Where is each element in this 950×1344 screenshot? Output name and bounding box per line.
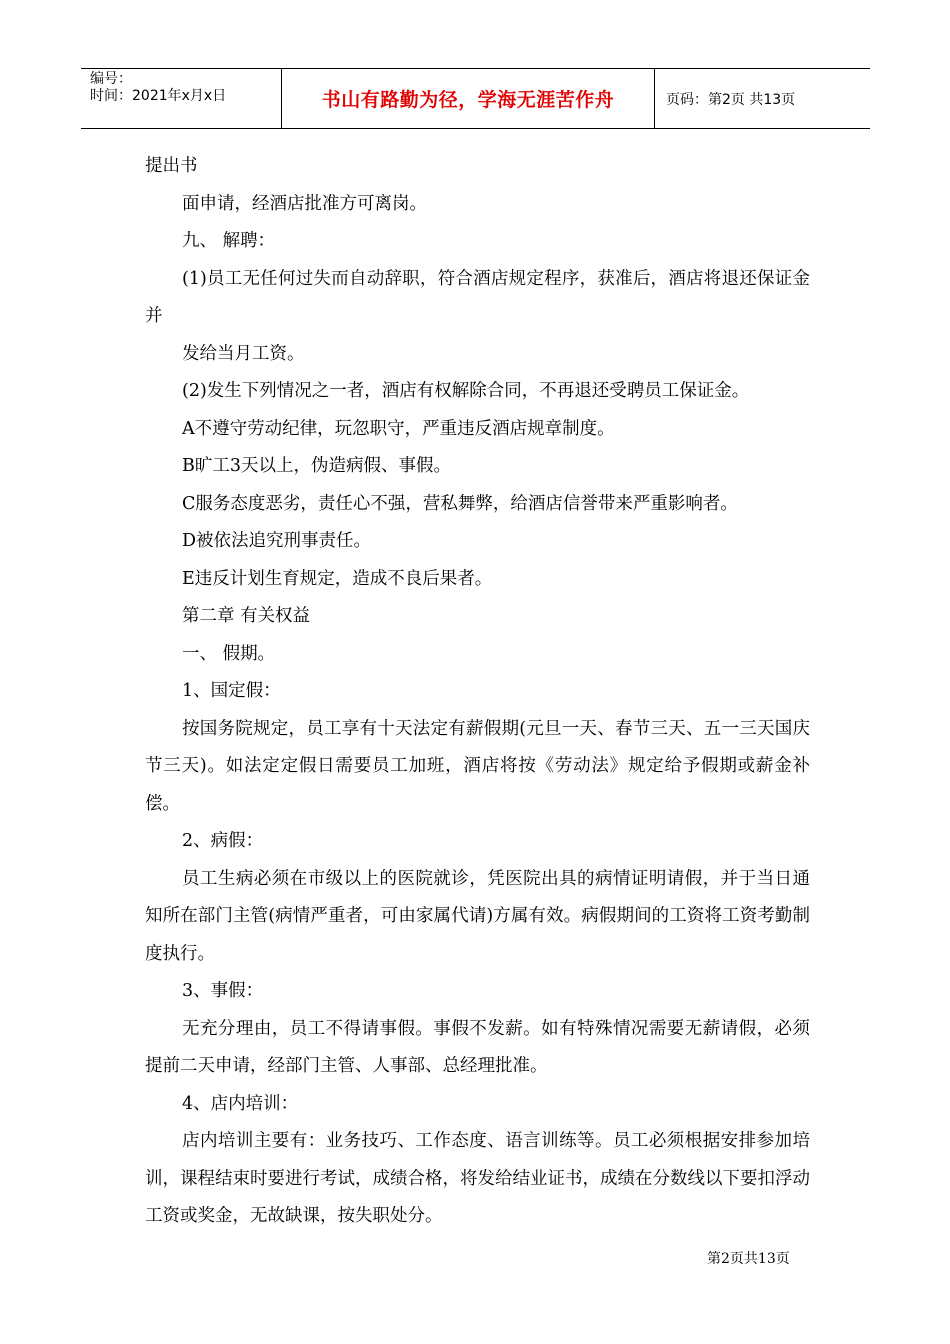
- paragraph: 员工生病必须在市级以上的医院就诊，凭医院出具的病情证明请假，并于当日通知所在部门主管(病情严重者，可由家属代请)方属有效。病假期间的工资将工资考勤制度执行。: [145, 868, 810, 964]
- paragraph: 发给当月工资。: [182, 343, 305, 364]
- page-header: [81, 68, 870, 129]
- paragraph: 按国务院规定，员工享有十天法定有薪假期(元旦一天、春节三天、五一三天国庆节三天)。如法定定假日需要员工加班，酒店将按《劳动法》规定给予假期或薪金补偿。: [145, 718, 810, 814]
- paragraph: (2)发生下列情况之一者，酒店有权解除合同，不再退还受聘员工保证金。: [182, 381, 750, 401]
- paragraph: (1)员工无任何过失而自动辞职，符合酒店规定程序，获准后，酒店将退还保证金并: [145, 268, 810, 326]
- number-label: 编号：: [90, 71, 132, 87]
- paragraph: 1、国定假：: [182, 681, 281, 701]
- paragraph: C服务态度恶劣，责任心不强，营私舞弊，给酒店信誉带来严重影响者。: [182, 493, 738, 514]
- paragraph: A不遵守劳动纪律，玩忽职守，严重违反酒店规章制度。: [182, 418, 615, 439]
- header-meta: [81, 69, 281, 128]
- paragraph: E违反计划生育规定，造成不良后果者。: [182, 568, 493, 589]
- paragraph: 2、病假：: [182, 831, 264, 851]
- paragraph: 一、 假期。: [182, 643, 276, 664]
- header-motto: 书山有路勤为径，学海无涯苦作舟: [281, 69, 655, 128]
- header-page-info: 页码：第2页 共13页: [666, 91, 796, 108]
- time-label: 时间：2021年x月x日: [90, 88, 227, 104]
- paragraph: 无充分理由，员工不得请事假。事假不发薪。如有特殊情况需要无薪请假，必须提前二天申请，经部门主管、人事部、总经理批准。: [145, 1018, 810, 1076]
- paragraph: B旷工3天以上，伪造病假、事假。: [182, 456, 451, 476]
- paragraph: 店内培训主要有：业务技巧、工作态度、语言训练等。员工必须根据安排参加培训，课程结束时要进行考试，成绩合格，将发给结业证书，成绩在分数线以下要扣浮动工资或奖金，无故缺课，按失职处分。: [145, 1131, 810, 1226]
- paragraph: 九、 解聘：: [182, 231, 276, 251]
- paragraph: 第二章 有关权益: [182, 606, 311, 626]
- paragraph: 提出书: [145, 156, 198, 176]
- paragraph: D被依法追究刑事责任。: [182, 531, 372, 551]
- paragraph: 面申请，经酒店批准方可离岗。: [182, 193, 427, 214]
- document-body: [145, 148, 810, 1236]
- page-footer: 第2页共13页: [707, 1251, 790, 1267]
- paragraph: 3、事假：: [182, 981, 264, 1001]
- paragraph: 4、店内培训：: [182, 1093, 299, 1114]
